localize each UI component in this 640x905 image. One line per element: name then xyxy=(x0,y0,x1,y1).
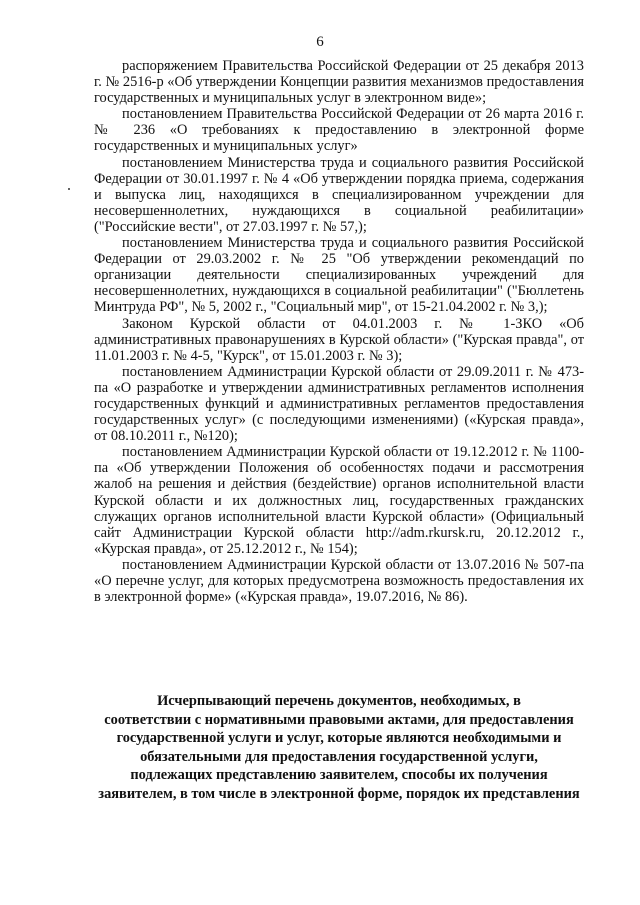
legal-act-paragraph: постановлением Министерства труда и социального развития Российской Федерации от 29.03.2002 г. № 25 "Об утверждении рекомендаций по организации деятельности специализированных учреждений для несовершеннолетних, нуждающихся в социальной реабилитации" ("Бюллетень Минтруда РФ", № 5, 2002 г., "Социальный мир", от 15-21.04.2002 г. № 3,); xyxy=(94,235,584,316)
section-heading xyxy=(88,692,590,804)
heading-line: соответствии с нормативными правовыми актами, для предоставления xyxy=(104,711,574,728)
page-number: 6 xyxy=(316,34,324,50)
heading-line: заявителем, в том числе в электронной форме, порядок их представления xyxy=(98,785,580,802)
legal-act-paragraph: постановлением Администрации Курской области от 19.12.2012 г. № 1100-па «Об утверждении Положения об особенностях подачи и рассмотрения жалоб на решения и действия (бездействие) органов исполнительной власти Курской области и их должностных лиц, государственных гражданских служащих органов исполнительной власти Курской области» (Официальный сайт Администрации Курской области http://adm.rkursk.ru, 20.12.2012 г., «Курская правда», от 25.12.2012 г., № 154); xyxy=(94,444,584,557)
legal-act-paragraph: постановлением Администрации Курской области от 29.09.2011 г. № 473-па «О разработке и утверждении административных регламентов исполнения государственных функций и административных регламентов предоставления государственных услуг» (с последующими изменениями) («Курская правда», от 08.10.2011 г., №120); xyxy=(94,363,584,445)
legal-act-paragraph: постановлением Администрации Курской области от 13.07.2016 № 507-па «О перечне услуг, для которых предусмотрена возможность предоставления их в электронной форме» («Курская правда», 19.07.2016, № 86). xyxy=(94,556,584,606)
scan-mark xyxy=(68,188,70,190)
heading-line: Исчерпывающий перечень документов, необходимых, в xyxy=(157,693,521,709)
heading-line: обязательными для предоставления государственной услуги, xyxy=(140,748,538,765)
legal-act-paragraph: распоряжением Правительства Российской Федерации от 25 декабря 2013 г. № 2516-р «Об утверждении Концепции развития механизмов предоставления государственных и муниципальных услуг в электронном виде»; xyxy=(94,58,584,107)
heading-line: государственной услуги и услуг, которые являются необходимыми и xyxy=(116,730,562,747)
legal-act-paragraph: Законом Курской области от 04.01.2003 г. № 1-ЗКО «Об административных правонарушениях в Курской области» ("Курская правда", от 11.01.2003 г. № 4-5, "Курск", от 15.01.2003 г. № 3); xyxy=(94,315,584,364)
heading-line: подлежащих представлению заявителем, способы их получения xyxy=(130,767,548,784)
legal-act-paragraph: постановлением Министерства труда и социального развития Российской Федерации от 30.01.1997 г. № 4 «Об утверждении порядка приема, содержания и выпуска лиц, находящихся в специализированном учреждении для несовершеннолетних, нуждающихся в социальной реабилитации» ("Российские вести", от 27.03.1997 г. № 57,); xyxy=(94,154,584,235)
legal-act-paragraph: постановлением Правительства Российской Федерации от 26 марта 2016 г. № 236 «О требованиях к предоставлению в электронной форме государственных и муниципальных услуг» xyxy=(94,106,584,155)
legal-acts-list xyxy=(94,58,584,605)
